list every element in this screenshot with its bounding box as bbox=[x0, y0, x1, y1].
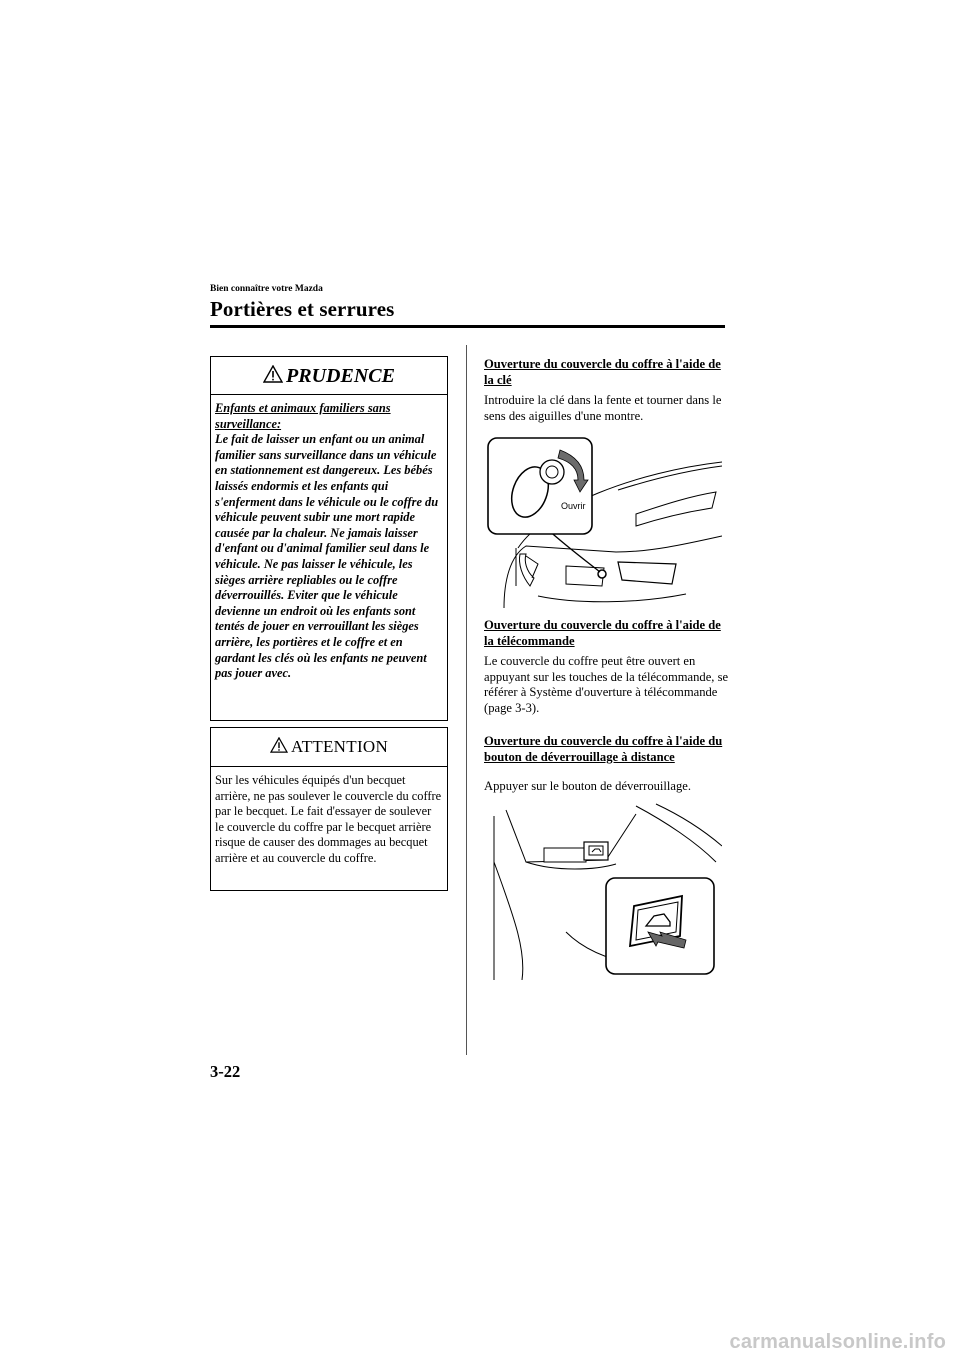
attention-title: ATTENTION bbox=[290, 737, 389, 756]
prudence-title: PRUDENCE bbox=[286, 365, 395, 387]
prudence-text: Le fait de laisser un enfant ou un animal familier sans surveillance dans un véhicule en stationnement est dangereux. Les bébés laissés endormis et les enfants qui s'enferment dans le véhicule ou le coffre du véhicule peuvent subir une mort rapide causée par la chaleur. Ne jamais laisser d'enfant ou d'animal familier seul dans le véhicule. Ne pas laisser le véhicule, les sièges arrière repliables ou le coffre déverrouillés. Eviter que le véhicule devienne un endroit où les enfants sont tentés de jouer en verrouillant les sièges arrière, les portières et le coffre et en gardant les clés où les enfants ne peuvent pas jouer avec. bbox=[215, 432, 439, 681]
warning-triangle-icon bbox=[263, 365, 283, 388]
attention-body: Sur les véhicules équipés d'un becquet arrière, ne pas soulever le couvercle du coffre par le becquet. Le fait d'essayer de soulever le couvercle du coffre par le becquet arrière risque de causer des dommages au becquet arrière et au couvercle du coffre. bbox=[215, 773, 442, 865]
prudence-box bbox=[210, 356, 448, 721]
prudence-subtitle: Enfants et animaux familiers sans surveillance: bbox=[215, 401, 391, 431]
chapter-title: Portières et serrures bbox=[210, 297, 395, 321]
paragraph-release-button-opening: Appuyer sur le bouton de déverrouillage. bbox=[484, 779, 692, 793]
prudence-header bbox=[211, 357, 447, 395]
column-divider bbox=[466, 345, 467, 1055]
paragraph-key-opening: Introduire la clé dans la fente et tourner dans le sens des aiguilles d'une montre. bbox=[484, 393, 722, 423]
heading-key-opening: Ouverture du couvercle du coffre à l'aide de la clé bbox=[484, 357, 721, 387]
attention-header bbox=[211, 728, 447, 767]
section-title: Bien connaître votre Mazda bbox=[210, 284, 323, 294]
paragraph-remote-opening: Le couvercle du coffre peut être ouvert en appuyant sur les touches de la télécommande, se référer à Système d'ouverture à télécommande (page 3-3). bbox=[484, 654, 729, 715]
prudence-body bbox=[211, 395, 447, 688]
release-button-illustration bbox=[486, 802, 722, 980]
figure-label-open: Ouvrir bbox=[561, 501, 586, 511]
page-number: 3-22 bbox=[210, 1062, 241, 1081]
heading-remote-opening: Ouverture du couvercle du coffre à l'aide de la télécommande bbox=[484, 618, 721, 648]
heading-release-button-opening: Ouverture du couvercle du coffre à l'aide du bouton de déverrouillage à distance bbox=[484, 734, 723, 764]
header-rule bbox=[210, 325, 725, 328]
warning-triangle-icon bbox=[270, 737, 288, 758]
attention-box bbox=[210, 727, 448, 891]
trunk-key-illustration bbox=[486, 436, 722, 608]
watermark: carmanualsonline.info bbox=[729, 1331, 946, 1353]
